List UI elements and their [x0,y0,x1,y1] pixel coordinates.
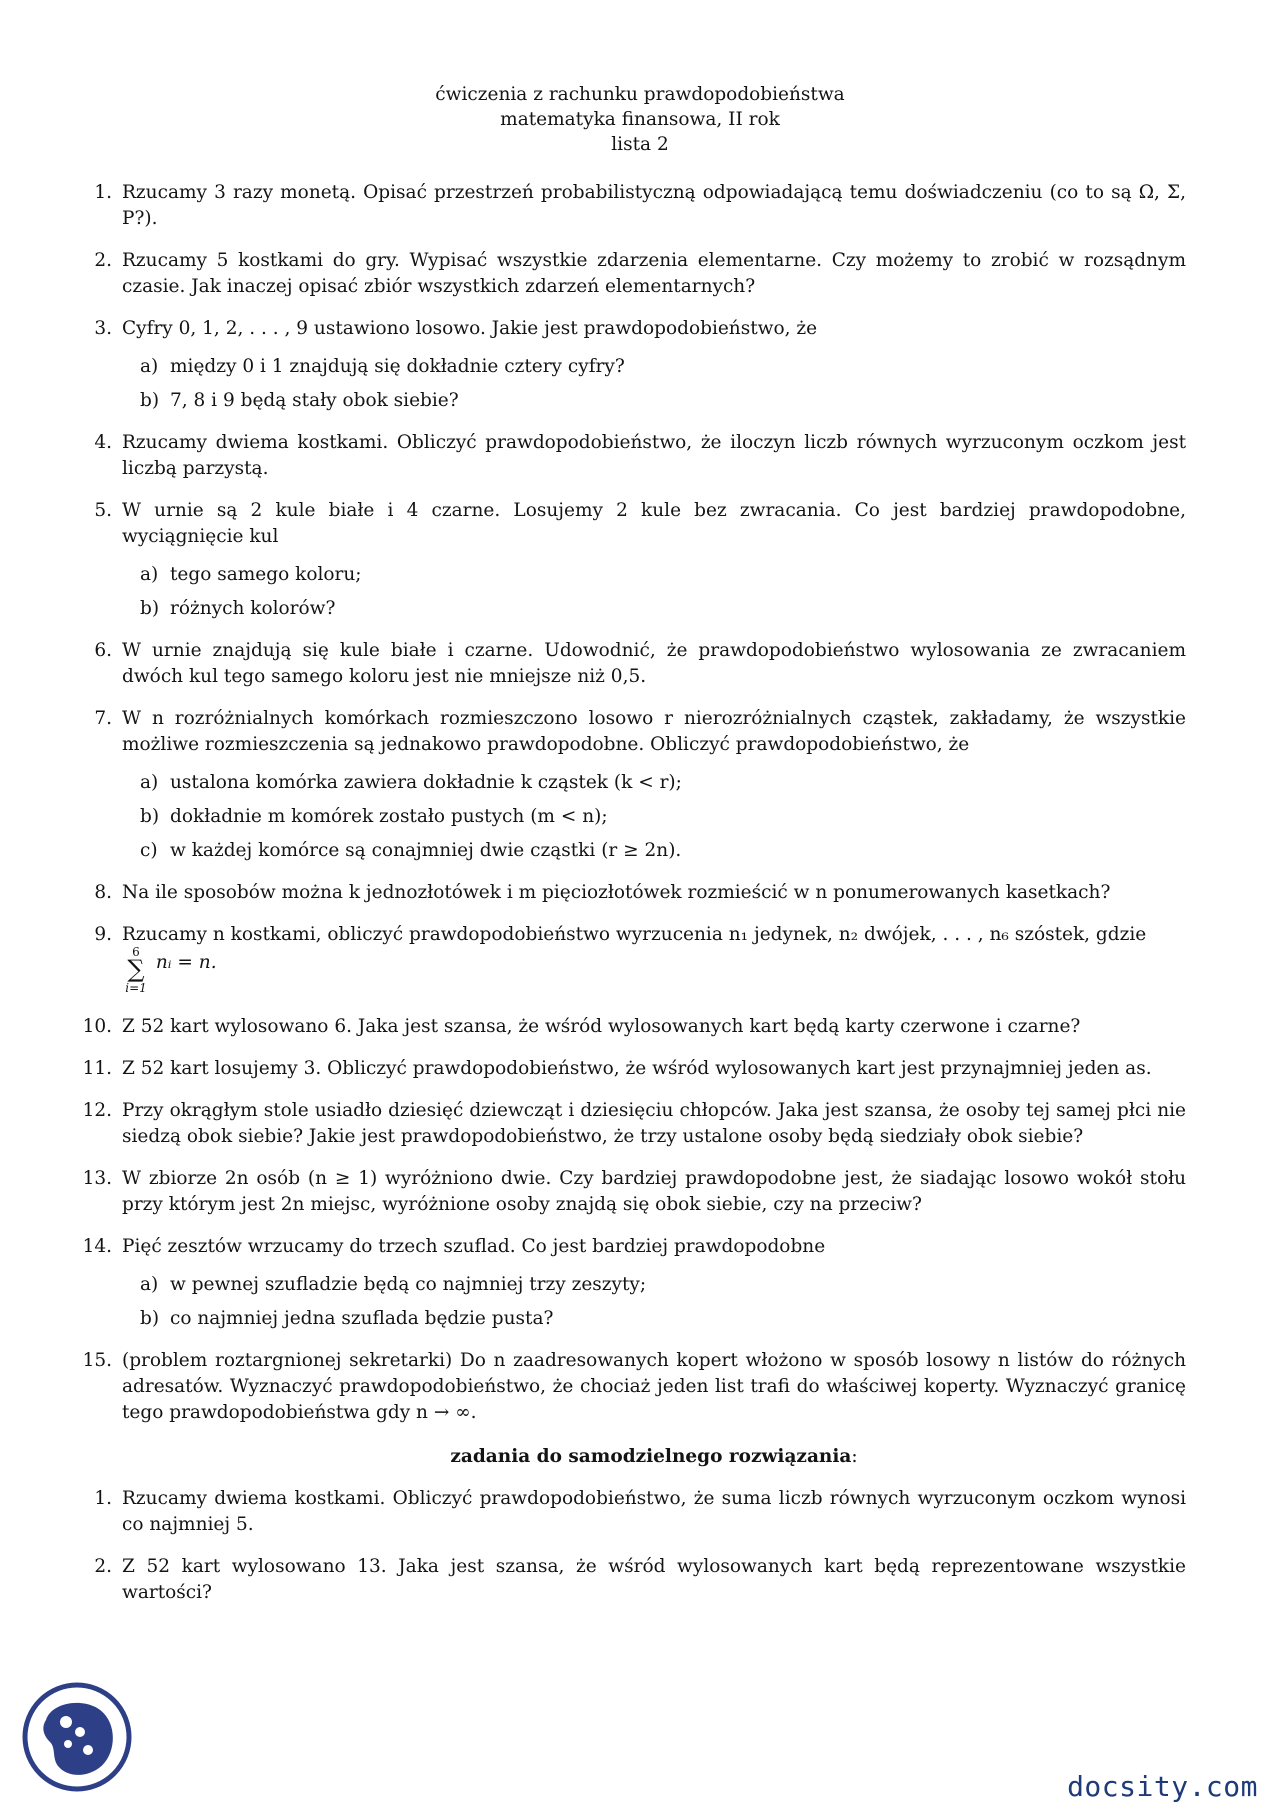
problem-number: 2. [94,250,112,271]
problem-number: 9. [94,924,112,945]
document-body [82,180,1186,1622]
document-header [0,82,1280,157]
sub-label: a) [140,772,159,793]
sub-text: między 0 i 1 znajdują się dokładnie cztery cyfry? [170,356,625,377]
sub-question [140,596,1186,622]
problem-number: 4. [94,432,112,453]
sub-question [140,388,1186,414]
sub-label: b) [140,390,160,411]
sub-label: a) [140,564,159,585]
sub-question [140,354,1186,380]
sum-lower-limit: i=1 [125,981,147,995]
problem-number: 11. [82,1058,112,1079]
docsity-logo-icon[interactable] [22,1682,132,1792]
homework-item [94,1486,1186,1538]
problem-text: Na ile sposobów można k jednozłotówek i m pięciozłotówek rozmieścić w n ponumerowanych kasetkach? [122,882,1111,903]
docsity-brand-link[interactable]: docsity.com [1067,1770,1258,1803]
sum-sigma: ∑ [127,955,145,983]
problem-text: W n rozróżnialnych komórkach rozmieszczono losowo r nierozróżnialnych cząstek, zakładamy, że wszystkie możliwe rozmieszczenia są jednakowo prawdopodobne. Obliczyć prawdopodobieństwo, że [122,708,1186,755]
sub-label: b) [140,598,160,619]
problem-text: Przy okrągłym stole usiadło dziesięć dziewcząt i dziesięciu chłopców. Jaka jest szansa, że osoby tej samej płci nie siedzą obok siebie? Jakie jest prawdopodobieństwo, że trzy ustalone osoby będą siedziały obok siebie? [122,1100,1186,1147]
problem-item [82,1348,1186,1426]
problem-text: Z 52 kart losujemy 3. Obliczyć prawdopodobieństwo, że wśród wylosowanych kart jest przynajmniej jeden as. [122,1058,1152,1079]
problem-item [94,638,1186,690]
problem-number: 12. [82,1100,112,1121]
sum-formula [122,945,1186,998]
sub-label: c) [140,840,158,861]
problem-number: 1. [94,182,112,203]
homework-list [94,1486,1186,1606]
sub-text: w każdej komórce są conajmniej dwie cząstki (r ≥ 2n). [170,840,682,861]
problem-item [94,922,1186,998]
sub-text: różnych kolorów? [170,598,336,619]
sum-operator [122,945,150,998]
problem-text: Rzucamy 5 kostkami do gry. Wypisać wszystkie zdarzenia elementarne. Czy możemy to zrobić w rozsądnym czasie. Jak inaczej opisać zbiór wszystkich zdarzeń elementarnych? [122,250,1186,297]
problem-text: Rzucamy 3 razy monetą. Opisać przestrzeń probabilistyczną odpowiadającą temu doświadczeniu (co to są Ω, Σ, P?). [122,182,1186,229]
problem-text: Z 52 kart wylosowano 6. Jaka jest szansa, że wśród wylosowanych kart będą karty czerwone i czarne? [122,1016,1081,1037]
problem-list [82,180,1186,1426]
problem-item [94,316,1186,414]
sub-label: b) [140,1308,160,1329]
problem-text: W zbiorze 2n osób (n ≥ 1) wyróżniono dwie. Czy bardziej prawdopodobne jest, że siadając losowo wokół stołu przy którym jest 2n miejsc, wyróżnione osoby znajdą się obok siebie, czy na przeciw? [122,1168,1186,1215]
problem-item [94,248,1186,300]
sub-text: dokładnie m komórek zostało pustych (m < n); [170,806,608,827]
sub-text: ustalona komórka zawiera dokładnie k cząstek (k < r); [170,772,682,793]
section-title-text: zadania do samodzielnego rozwiązania [450,1446,852,1467]
sum-body: nᵢ = n. [155,952,217,973]
sub-question [140,804,1186,830]
homework-item [94,1554,1186,1606]
problem-text: (problem roztargnionej sekretarki) Do n zaadresowanych kopert włożono w sposób losowy n listów do różnych adresatów. Wyznaczyć prawdopodobieństwo, że chociaż jeden list trafi do właściwej koperty. Wyznaczyć granicę tego prawdopodobieństwa gdy n → ∞. [122,1350,1186,1423]
homework-number: 2. [94,1556,112,1577]
homework-number: 1. [94,1488,112,1509]
homework-text: Z 52 kart wylosowano 13. Jaka jest szansa, że wśród wylosowanych kart będą reprezentowane wszystkie wartości? [122,1556,1186,1603]
sub-question [140,1306,1186,1332]
problem-number: 8. [94,882,112,903]
sum-upper-limit: 6 [132,945,140,959]
problem-number: 15. [82,1350,112,1371]
problem-text: Pięć zesztów wrzucamy do trzech szuflad. Co jest bardziej prawdopodobne [122,1236,826,1257]
problem-item [94,706,1186,864]
sub-question-list [140,770,1186,864]
header-program: matematyka finansowa, II rok [500,109,780,130]
sub-question-list [140,354,1186,414]
sub-label: a) [140,1274,159,1295]
sub-question [140,562,1186,588]
problem-item [94,180,1186,232]
problem-item [82,1234,1186,1332]
problem-text: Rzucamy dwiema kostkami. Obliczyć prawdopodobieństwo, że iloczyn liczb równych wyrzuconym oczkom jest liczbą parzystą. [122,432,1186,479]
problem-item [82,1098,1186,1150]
problem-number: 3. [94,318,112,339]
problem-number: 6. [94,640,112,661]
sub-question [140,770,1186,796]
sub-text: 7, 8 i 9 będą stały obok siebie? [170,390,459,411]
sub-question-list [140,562,1186,622]
section-title-colon: : [851,1446,858,1467]
problem-item [82,1014,1186,1040]
problem-number: 13. [82,1168,112,1189]
homework-text: Rzucamy dwiema kostkami. Obliczyć prawdopodobieństwo, że suma liczb równych wyrzuconym oczkom wynosi co najmniej 5. [122,1488,1186,1535]
sub-label: b) [140,806,160,827]
sub-question-list [140,1272,1186,1332]
problem-number: 7. [94,708,112,729]
problem-item [82,1166,1186,1218]
problem-item [94,880,1186,906]
problem-text: W urnie są 2 kule białe i 4 czarne. Losujemy 2 kule bez zwracania. Co jest bardziej prawdopodobne, wyciągnięcie kul [122,500,1186,547]
header-course: ćwiczenia z rachunku prawdopodobieństwa [435,84,845,105]
sub-text: w pewnej szufladzie będą co najmniej trzy zeszyty; [170,1274,647,1295]
problem-text: Cyfry 0, 1, 2, . . . , 9 ustawiono losowo. Jakie jest prawdopodobieństwo, że [122,318,818,339]
problem-text: W urnie znajdują się kule białe i czarne. Udowodnić, że prawdopodobieństwo wylosowania ze zwracaniem dwóch kul tego samego koloru jest nie mniejsze niż 0,5. [122,640,1186,687]
problem-number: 14. [82,1236,112,1257]
sub-text: tego samego koloru; [170,564,362,585]
sub-text: co najmniej jedna szuflada będzie pusta? [170,1308,554,1329]
section-title [122,1444,1186,1470]
problem-text: Rzucamy n kostkami, obliczyć prawdopodobieństwo wyrzucenia n₁ jedynek, n₂ dwójek, . . . , n₆ szóstek, gdzie [122,924,1147,945]
problem-number: 10. [82,1016,112,1037]
problem-number: 5. [94,500,112,521]
problem-item [94,498,1186,622]
header-list: lista 2 [611,134,669,155]
sub-question [140,1272,1186,1298]
problem-item [94,430,1186,482]
sub-question [140,838,1186,864]
sub-label: a) [140,356,159,377]
problem-item [82,1056,1186,1082]
